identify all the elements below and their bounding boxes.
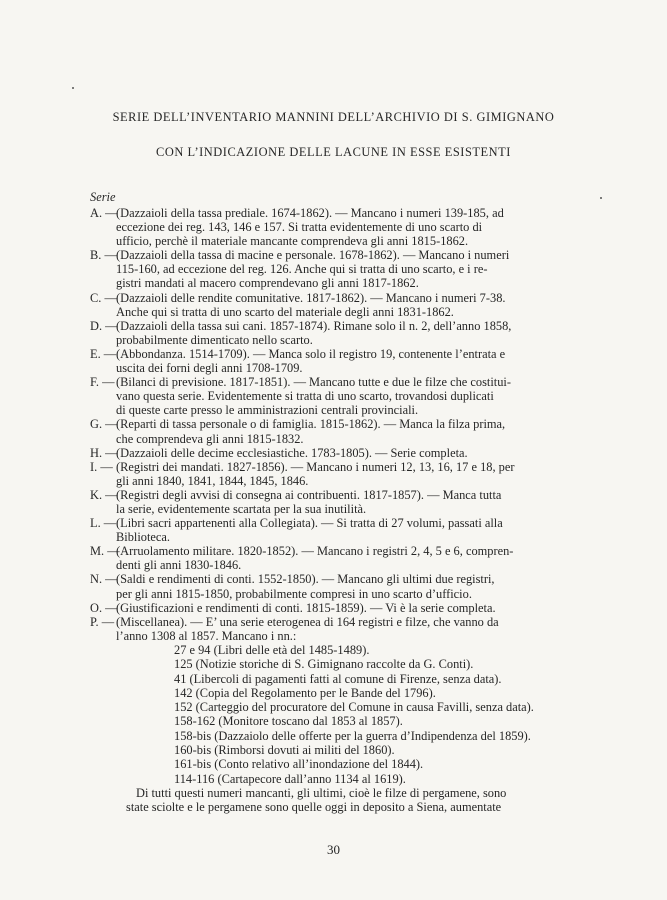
entry-line: ufficio, perchè il materiale mancante comprendeva gli anni 1815-1862. [116, 234, 469, 249]
entry-line: Anche qui si tratta di uno scarto del materiale degli anni 1831-1862. [116, 304, 454, 319]
missing-item: 158-bis (Dazzaiolo delle offerte per la guerra d’Indipendenza del 1859). [174, 728, 531, 743]
missing-items-list [90, 643, 560, 786]
entry-line: probabilmente dimenticato nello scarto. [116, 332, 313, 347]
entry-list [90, 206, 560, 814]
series-key: H. — [90, 445, 118, 460]
entry-line: che comprendeva gli anni 1815-1832. [116, 431, 304, 446]
entry-line: per gli anni 1815-1850, probabilmente compresi in uno scarto d’ufficio. [116, 586, 472, 601]
series-key: F. — [90, 375, 115, 390]
entry-line: (Dazzaioli delle rendite comunitative. 1817-1862). — Mancano i numeri 7-38. [116, 290, 506, 305]
serie-label: Serie [90, 190, 116, 204]
series-entry [90, 572, 560, 600]
series-key: B. — [90, 248, 117, 263]
entry-line: (Miscellanea). — E’ una serie eterogenea di 164 registri e filze, che vanno da [116, 614, 499, 629]
series-key: O. — [90, 600, 118, 615]
series-key: D. — [90, 318, 118, 333]
missing-item: 114-116 (Cartapecore dall’anno 1134 al 1619). [174, 771, 406, 786]
series-entry [90, 291, 560, 319]
series-key: M. — [90, 544, 120, 559]
series-entry [90, 488, 560, 516]
series-key: G. — [90, 417, 118, 432]
series-key: L. — [90, 516, 117, 531]
missing-item: 125 (Notizie storiche di S. Gimignano raccolte da G. Conti). [174, 657, 474, 672]
entry-line: (Registri dei mandati. 1827-1856). — Mancano i numeri 12, 13, 16, 17 e 18, per [116, 459, 515, 474]
closing-line-1: Di tutti questi numeri mancanti, gli ultimi, cioè le filze di pergamene, sono [136, 785, 507, 800]
series-entry [90, 460, 560, 488]
heading-line-2: CON L’INDICAZIONE DELLE LACUNE IN ESSE ESISTENTI [156, 145, 511, 159]
entry-line: denti gli anni 1830-1846. [116, 558, 242, 573]
entry-line: (Arruolamento militare. 1820-1852). — Mancano i registri 2, 4, 5 e 6, compren- [116, 544, 514, 559]
series-entry [90, 544, 560, 572]
paper-speck [600, 197, 602, 199]
entry-line: uscita dei forni degli anni 1708-1709. [116, 361, 303, 376]
series-entry [90, 615, 560, 643]
closing-line-2: state sciolte e le pergamene sono quelle oggi in deposito a Siena, aumentate [126, 800, 502, 815]
missing-item: 142 (Copia del Regolamento per le Bande del 1796). [174, 685, 436, 700]
series-key: A. — [90, 206, 118, 220]
entry-line: vano questa serie. Evidentemente si tratta di uno scarto, trovandosi duplicati [116, 389, 494, 404]
series-key: K. — [90, 487, 118, 502]
missing-item: 152 (Carteggio del procuratore del Comune in causa Favilli, senza data). [174, 700, 534, 715]
entry-line: gli anni 1840, 1841, 1844, 1845, 1846. [116, 473, 309, 488]
missing-item: 27 e 94 (Libri delle età del 1485-1489). [174, 642, 370, 657]
series-entry [90, 375, 560, 417]
series-entry [90, 206, 560, 248]
entry-line: gistri mandati al macero comprendevano gli anni 1817-1862. [116, 276, 419, 291]
series-entry [90, 516, 560, 544]
paper-speck [72, 87, 74, 89]
heading-line-1: SERIE DELL’INVENTARIO MANNINI DELL’ARCHIVIO DI S. GIMIGNANO [112, 110, 555, 124]
series-entry [90, 248, 560, 290]
series-entry [90, 347, 560, 375]
series-entry [90, 446, 560, 460]
missing-item: 161-bis (Conto relativo all’inondazione del 1844). [174, 757, 424, 772]
entry-line: (Giustificazioni e rendimenti di conti. 1815-1859). — Vi è la serie completa. [116, 600, 496, 615]
entry-line: (Bilanci di previsione. 1817-1851). — Mancano tutte e due le filze che costitui- [116, 375, 512, 390]
series-key: C. — [90, 290, 117, 305]
entry-line: l’anno 1308 al 1857. Mancano i nn.: [116, 628, 297, 643]
entry-line: (Dazzaioli della tassa di macine e personale. 1678-1862). — Mancano i numeri [116, 248, 510, 263]
entry-line: eccezione dei reg. 143, 146 e 157. Si tratta evidentemente di uno scarto di [116, 220, 483, 235]
series-key: I. — [90, 459, 113, 474]
missing-item: 41 (Libercoli di pagamenti fatti al comune di Firenze, senza data). [174, 671, 502, 686]
entry-line: di queste carte presso le amministrazioni centrali provinciali. [116, 403, 419, 418]
entry-line: 115-160, ad eccezione del reg. 126. Anche qui si tratta di uno scarto, e i re- [116, 262, 488, 277]
series-key: N. — [90, 572, 118, 587]
page-number: 30 [327, 842, 340, 857]
entry-line: la serie, evidentemente scartata per la sua inutilità. [116, 501, 367, 516]
entry-line: (Reparti di tassa personale o di famiglia. 1815-1862). — Manca la filza prima, [116, 417, 506, 432]
entry-line: (Dazzaioli della tassa sui cani. 1857-1874). Rimane solo il n. 2, dell’anno 1858, [116, 318, 512, 333]
series-entry [90, 417, 560, 445]
missing-item: 158-162 (Monitore toscano dal 1853 al 1857). [174, 714, 403, 729]
entry-line: (Dazzaioli della tassa prediale. 1674-1862). — Mancano i numeri 139-185, ad [116, 206, 504, 220]
series-key: E. — [90, 346, 117, 361]
missing-item: 160-bis (Rimborsi dovuti ai militi del 1860). [174, 742, 395, 757]
closing-paragraph [90, 786, 560, 815]
series-entry [90, 601, 560, 615]
entry-line: (Abbondanza. 1514-1709). — Manca solo il registro 19, contenente l’entrata e [116, 346, 506, 361]
entry-line: (Saldi e rendimenti di conti. 1552-1850). — Mancano gli ultimi due registri, [116, 572, 495, 587]
series-key: P. — [90, 614, 115, 629]
entry-line: Biblioteca. [116, 530, 171, 545]
series-entry [90, 319, 560, 347]
entry-line: (Dazzaioli delle decime ecclesiastiche. 1783-1805). — Serie completa. [116, 445, 468, 460]
entry-line: (Registri degli avvisi di consegna ai contribuenti. 1817-1857). — Manca tutta [116, 487, 502, 502]
entry-line: (Libri sacri appartenenti alla Collegiata). — Si tratta di 27 volumi, passati alla [116, 516, 503, 531]
